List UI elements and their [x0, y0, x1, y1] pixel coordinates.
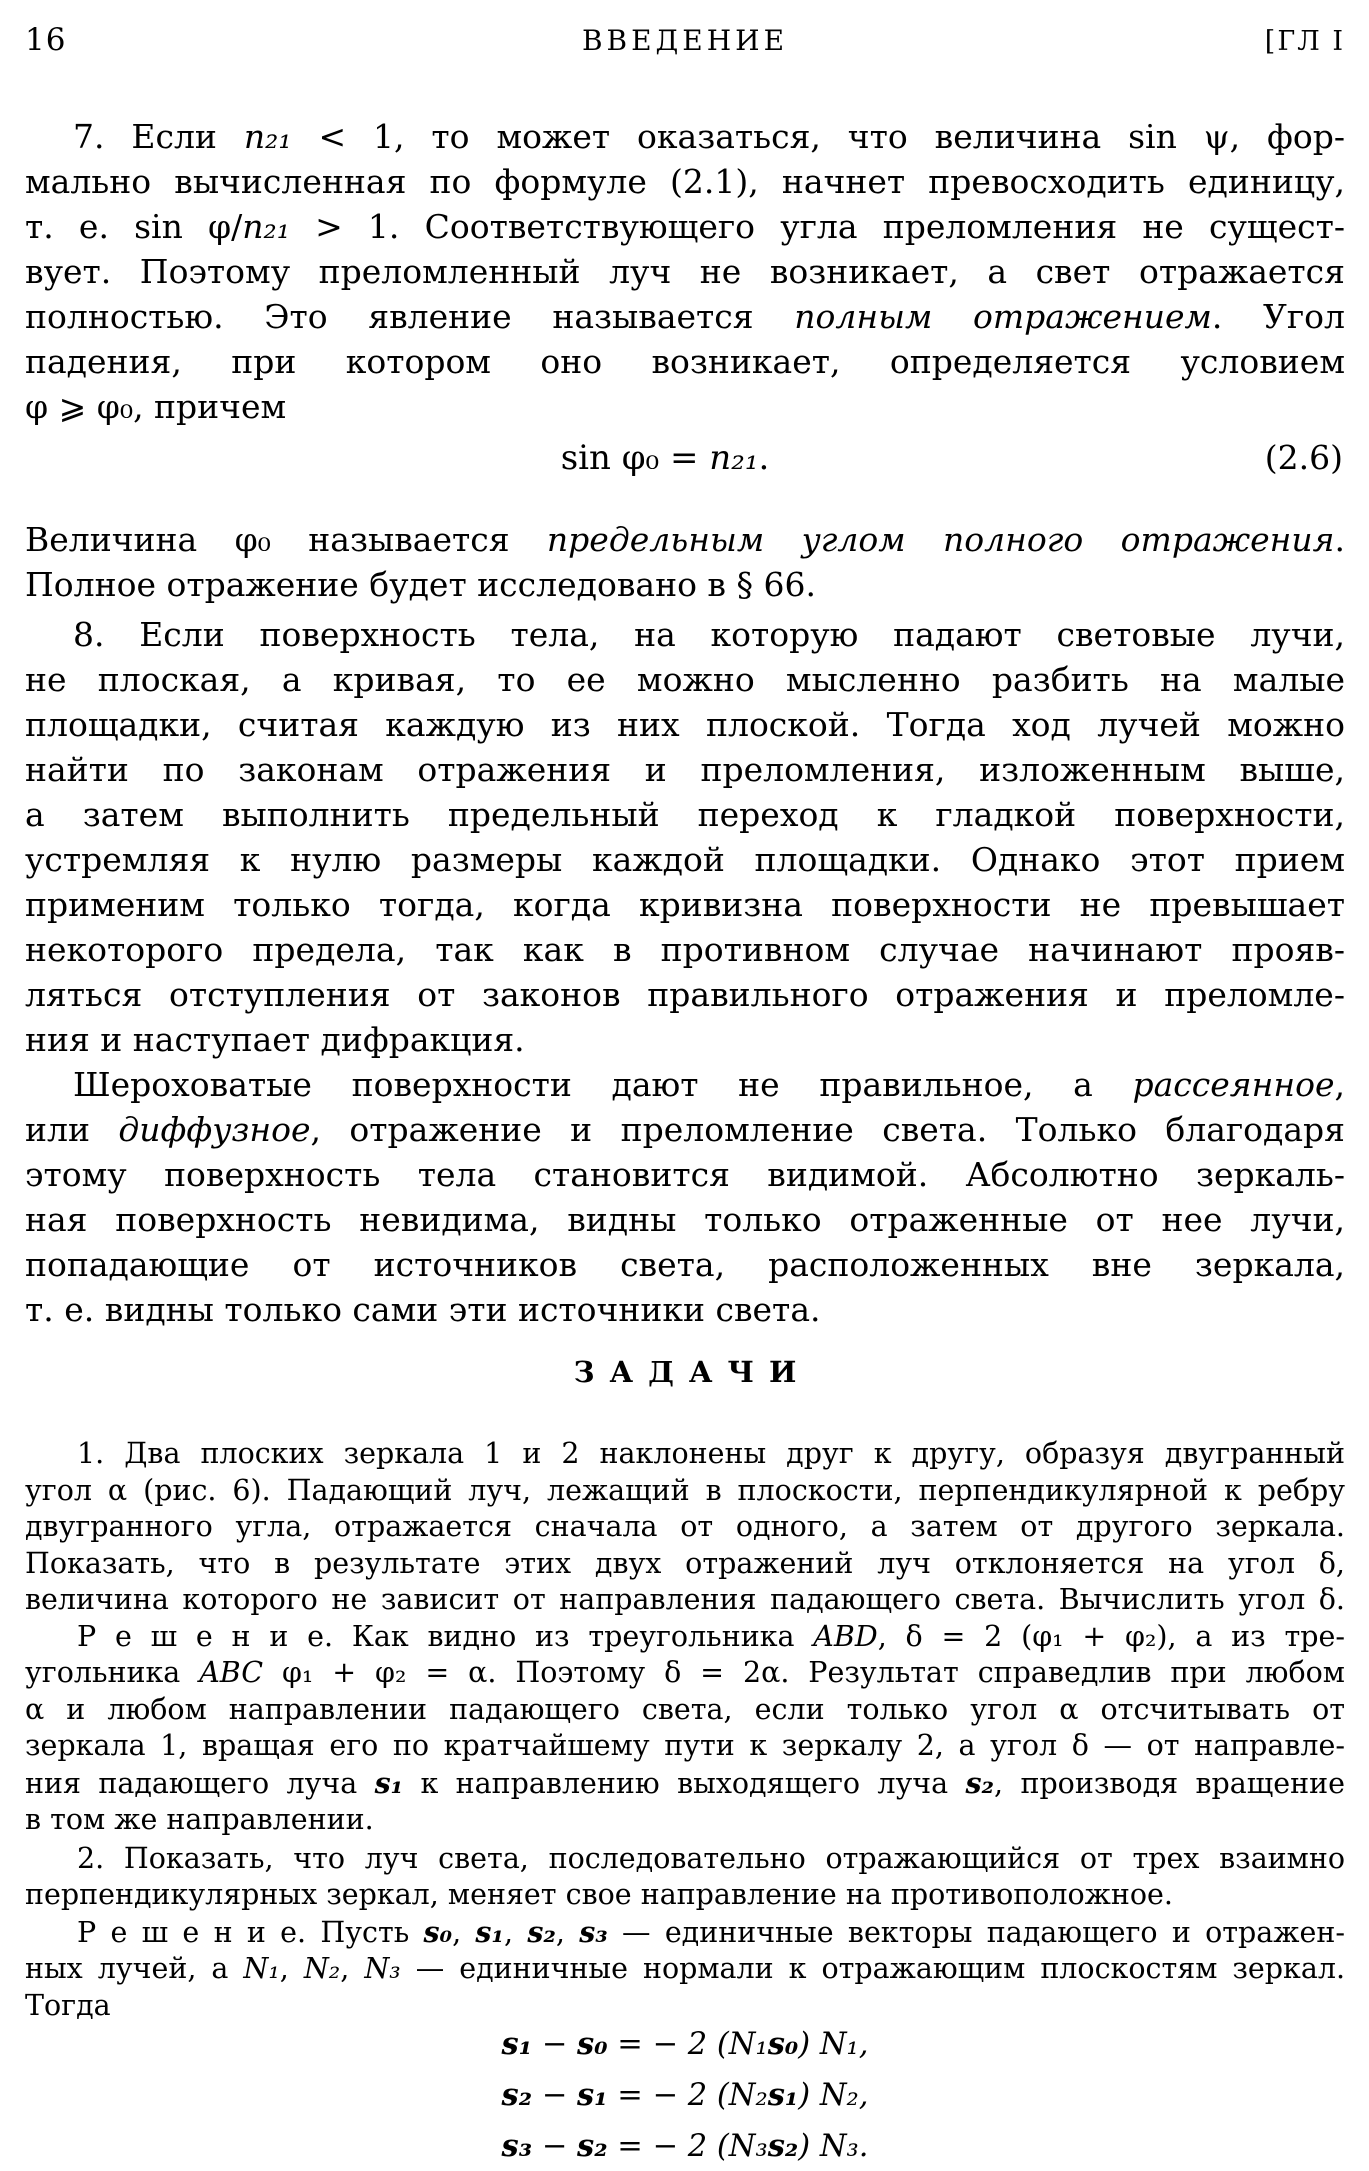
- text-segment: полным отражением: [794, 297, 1212, 336]
- text-segment: −: [532, 2129, 578, 2164]
- text-line: [25, 747, 1345, 792]
- text-line: [25, 1655, 1345, 1692]
- text-segment: ляться отступления от законов правильного отражения и преломле-: [25, 975, 1345, 1014]
- text-line: [25, 1951, 1345, 1988]
- text-line: [25, 1765, 1345, 1803]
- text-line: [25, 1436, 1345, 1473]
- text-segment: угол α (рис. 6). Падающий луч, лежащий в плоскости, перпендикулярной к ребру: [25, 1473, 1345, 1507]
- text-segment: этому поверхность тела становится видимой. Абсолютно зеркаль-: [25, 1155, 1345, 1194]
- text-line: [25, 249, 1345, 294]
- equation-number: (2.6): [1264, 438, 1343, 477]
- text-segment: некоторого предела, так как в противном случае начинают прояв-: [25, 930, 1345, 969]
- text-segment: 7. Если: [73, 117, 244, 156]
- text-segment: площадки, считая каждую из них плоской. Тогда ход лучей можно: [25, 705, 1345, 744]
- text-segment: n₂₁: [709, 438, 759, 478]
- text-segment: N₁: [819, 2027, 859, 2062]
- text-segment: перпендикулярных зеркал, меняет свое направление на противоположное.: [25, 1878, 1173, 1911]
- text-line: [25, 2128, 1345, 2165]
- text-line: [25, 1619, 1345, 1656]
- text-line: [25, 1914, 1345, 1952]
- text-segment: s₁: [767, 2077, 799, 2113]
- text-segment: т. е. видны только сами эти источники света.: [25, 1290, 821, 1329]
- text-line: [25, 294, 1345, 339]
- text-segment: Показать, что в результате этих двух отражений луч отклоняется на угол δ,: [25, 1546, 1345, 1580]
- text-segment: ,: [858, 2027, 869, 2062]
- text-segment: .: [1334, 520, 1345, 559]
- text-segment: .: [858, 2129, 869, 2164]
- text-segment: < 1, то может оказаться, что величина sin ψ, фор-: [291, 117, 1346, 156]
- text-segment: −: [532, 2027, 578, 2062]
- text-segment: ): [798, 2129, 820, 2164]
- text-segment: не плоская, а кривая, то ее можно мысленно разбить на малые: [25, 660, 1345, 699]
- page-number: 16: [25, 22, 67, 58]
- text-line: [25, 1287, 1345, 1332]
- text-line: [25, 339, 1345, 384]
- text-line: [25, 1988, 1345, 2025]
- text-segment: полностью. Это явление называется: [25, 297, 795, 336]
- text-segment: N₃: [728, 2129, 768, 2164]
- text-segment: Тогда: [25, 1988, 111, 2022]
- text-segment: ,: [503, 1915, 528, 1949]
- text-segment: двугранного угла, отражается сначала от одного, а затем от другого зеркала.: [25, 1510, 1345, 1543]
- text-line: [25, 702, 1345, 747]
- paragraph-7: [25, 114, 1345, 429]
- text-segment: s₀: [423, 1914, 453, 1949]
- text-segment: Р е ш е н и е. Как видно из треугольника: [77, 1619, 814, 1653]
- text-segment: > 1. Соответствующего угла преломления не сущест-: [289, 207, 1346, 246]
- text-segment: величина которого не зависит от направления падающего света. Вычислить угол δ.: [25, 1583, 1345, 1616]
- text-segment: Величина φ₀ называется: [25, 520, 547, 559]
- text-segment: к направлению выходящего луча: [403, 1766, 966, 1800]
- text-line: [25, 204, 1345, 249]
- text-segment: s₁: [374, 1765, 404, 1800]
- text-segment: N₂: [819, 2078, 859, 2113]
- text-line: [25, 1473, 1345, 1510]
- text-segment: ,: [1334, 1065, 1345, 1104]
- text-segment: ная поверхность невидима, видны только отраженные от нее лучи,: [25, 1200, 1345, 1239]
- text-segment: 8. Если поверхность тела, на которую падают световые лучи,: [73, 615, 1345, 654]
- text-segment: . Угол: [1211, 297, 1345, 336]
- text-segment: N₁: [243, 1952, 280, 1985]
- text-segment: N₃: [364, 1952, 401, 1985]
- text-line: [25, 1728, 1345, 1765]
- text-segment: N₂: [303, 1952, 341, 1985]
- text-line: [25, 882, 1345, 927]
- running-head: [25, 22, 1345, 60]
- text-segment: s₀: [767, 2026, 799, 2062]
- text-segment: ния падающего луча: [25, 1766, 375, 1800]
- text-segment: ,: [340, 1952, 365, 1985]
- text-segment: ных лучей, а: [25, 1952, 244, 1985]
- text-line: [25, 1546, 1345, 1583]
- text-segment: = − 2 (: [607, 2027, 729, 2062]
- text-segment: s₃: [501, 2128, 533, 2164]
- text-segment: т. е. sin φ/: [25, 207, 243, 246]
- text-segment: = − 2 (: [607, 2129, 729, 2164]
- text-segment: ,: [279, 1952, 304, 1985]
- text-segment: n₂₁: [243, 117, 292, 156]
- paragraph-8: [25, 612, 1345, 1062]
- text-segment: = − 2 (: [607, 2078, 729, 2113]
- problem-2-solution: [25, 1914, 1345, 2025]
- problem-2: [25, 1841, 1345, 1914]
- text-segment: , отражение и преломление света. Только благодаря: [310, 1110, 1345, 1149]
- text-segment: ,: [452, 1915, 476, 1949]
- text-segment: Шероховатые поверхности дают не правильное, а: [73, 1065, 1133, 1104]
- text-segment: — единичные векторы падающего и отражен-: [607, 1915, 1346, 1949]
- text-segment: s₂: [577, 2128, 608, 2164]
- text-segment: , производя вращение: [994, 1766, 1345, 1800]
- text-line: [25, 927, 1345, 972]
- text-segment: ,: [858, 2078, 869, 2113]
- text-segment: в том же направлении.: [25, 1803, 374, 1836]
- text-segment: s₂: [501, 2077, 533, 2113]
- text-line: [25, 1017, 1345, 1062]
- text-line: [25, 562, 1345, 607]
- text-segment: 1. Два плоских зеркала 1 и 2 наклонены друг к другу, образуя двугранный: [77, 1437, 1345, 1470]
- text-segment: φ ⩾ φ₀, причем: [25, 387, 287, 426]
- text-segment: мально вычисленная по формуле (2.1), начнет превосходить единицу,: [25, 162, 1345, 201]
- text-segment: предельным углом полного отражения: [546, 520, 1335, 559]
- text-segment: вует. Поэтому преломленный луч не возникает, а свет отражается: [25, 252, 1345, 291]
- text-segment: рассеянное: [1132, 1065, 1335, 1104]
- text-segment: N₂: [728, 2078, 768, 2113]
- text-line: [25, 1877, 1345, 1914]
- paragraph-total-reflection: [25, 517, 1345, 607]
- text-segment: n₂₁: [242, 207, 290, 246]
- text-segment: .: [758, 438, 770, 478]
- text-line: [25, 1509, 1345, 1546]
- text-line: [25, 837, 1345, 882]
- text-segment: N₃: [819, 2129, 859, 2164]
- text-line: [25, 1692, 1345, 1729]
- text-line: [25, 1802, 1345, 1839]
- problem-1: [25, 1436, 1345, 1839]
- text-line: [25, 657, 1345, 702]
- text-line: [25, 792, 1345, 837]
- text-segment: s₂: [767, 2128, 799, 2164]
- text-segment: ния и наступает дифракция.: [25, 1020, 525, 1059]
- text-segment: ,: [555, 1915, 580, 1949]
- text-segment: , δ = 2 (φ₁ + φ₂), а из тре-: [877, 1619, 1345, 1653]
- paragraph-diffuse: [25, 1062, 1345, 1332]
- tasks-heading: ЗАДАЧИ: [573, 1355, 812, 1389]
- text-line: [25, 1152, 1345, 1197]
- text-segment: Р е ш е н и е. Пусть: [77, 1915, 424, 1949]
- text-line: [25, 1197, 1345, 1242]
- text-segment: s₂: [527, 1914, 556, 1949]
- text-line: [25, 612, 1345, 657]
- text-segment: s₃: [579, 1914, 608, 1949]
- text-line: [25, 1062, 1345, 1107]
- text-segment: s₁: [475, 1914, 504, 1949]
- text-line: [25, 517, 1345, 562]
- text-segment: зеркала 1, вращая его по кратчайшему пути к зеркалу 2, а угол δ — от направле-: [25, 1729, 1345, 1762]
- text-segment: sin φ₀ =: [560, 438, 710, 478]
- text-segment: α и любом направлении падающего света, если только угол α отсчитывать от: [25, 1692, 1345, 1726]
- text-segment: ): [798, 2027, 820, 2062]
- text-line: [25, 159, 1345, 204]
- text-line: [25, 1242, 1345, 1287]
- text-line: [25, 1107, 1345, 1152]
- text-line: [25, 1582, 1345, 1619]
- text-segment: — единичные нормали к отражающим плоскостям зеркал.: [400, 1952, 1346, 1985]
- text-segment: или: [25, 1110, 119, 1149]
- text-segment: ABD: [813, 1619, 878, 1653]
- text-segment: попадающие от источников света, расположенных вне зеркала,: [25, 1245, 1345, 1284]
- vector-equations: [25, 2026, 1345, 2165]
- text-segment: ): [798, 2078, 820, 2113]
- equation-2-6: [561, 435, 770, 481]
- equation-2-6-row: [25, 435, 1345, 481]
- text-line: [25, 2077, 1345, 2114]
- text-segment: N₁: [728, 2027, 768, 2062]
- text-segment: падения, при котором оно возникает, определяется условием: [25, 342, 1345, 381]
- text-segment: Полное отражение будет исследовано в § 66.: [25, 565, 816, 604]
- text-segment: применим только тогда, когда кривизна поверхности не превышает: [25, 885, 1345, 924]
- text-line: [25, 114, 1345, 159]
- text-line: [25, 1841, 1345, 1878]
- text-line: [25, 384, 1345, 429]
- text-segment: −: [532, 2078, 578, 2113]
- running-title: ВВЕДЕНИЕ: [581, 24, 789, 57]
- text-segment: устремляя к нулю размеры каждой площадки. Однако этот прием: [25, 840, 1345, 879]
- text-segment: а затем выполнить предельный переход к гладкой поверхности,: [25, 795, 1345, 834]
- text-line: [25, 2026, 1345, 2063]
- text-segment: s₁: [501, 2026, 533, 2062]
- chapter-marker: [ГЛ I: [1264, 26, 1345, 57]
- text-segment: 2. Показать, что луч света, последовательно отражающийся от трех взаимно: [77, 1841, 1345, 1875]
- text-segment: диффузное: [118, 1110, 311, 1149]
- text-segment: ABC: [199, 1656, 264, 1689]
- text-segment: s₂: [965, 1765, 995, 1800]
- text-segment: φ₁ + φ₂ = α. Поэтому δ = 2α. Результат справедлив при любом: [263, 1656, 1345, 1689]
- text-segment: s₁: [577, 2077, 608, 2113]
- text-line: [25, 972, 1345, 1017]
- text-segment: найти по законам отражения и преломления, изложенным выше,: [25, 750, 1345, 789]
- text-segment: s₀: [577, 2026, 608, 2062]
- text-segment: угольника: [25, 1656, 200, 1689]
